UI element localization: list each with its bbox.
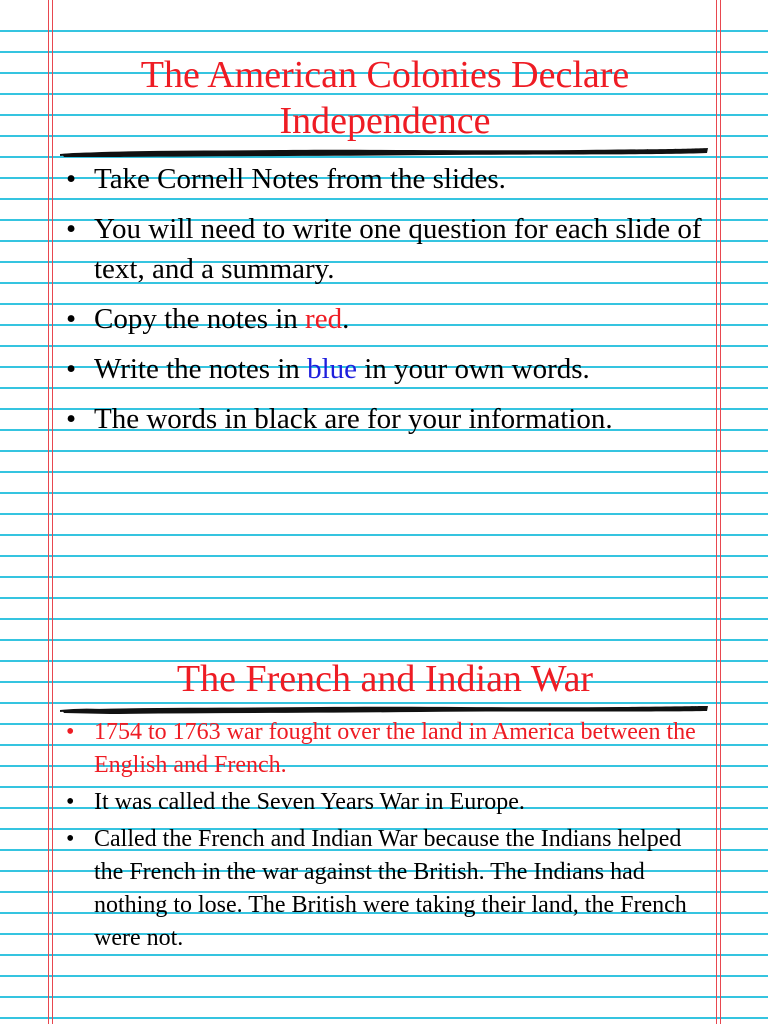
left-margin-line: [48, 0, 49, 1024]
brush-stroke-divider: [60, 145, 710, 159]
slide-french-indian-war: [60, 656, 710, 959]
red-word: red: [305, 302, 343, 335]
list-item: • Write the notes in blue in your own words.: [66, 352, 590, 385]
instructions-list: [60, 159, 710, 439]
list-item: • 1754 to 1763 war fought over the land in America between the English and French.: [66, 719, 696, 779]
slide-independence: [60, 52, 710, 449]
left-margin-line-inner: [52, 0, 53, 1024]
title-line-2: Independence: [279, 100, 491, 143]
list-item: • Copy the notes in red.: [66, 302, 350, 335]
right-margin-line: [716, 0, 717, 1024]
list-item: • It was called the Seven Years War in Europe.: [66, 789, 525, 816]
brush-stroke-divider: [60, 702, 710, 716]
right-margin-line-outer: [720, 0, 721, 1024]
blue-word: blue: [307, 352, 357, 385]
slide-title: The French and Indian War: [176, 658, 594, 700]
title-line-1: The American Colonies Declare: [140, 54, 630, 96]
list-item: • Called the French and Indian War because the Indians helped the French in the war against the British. The Indians had nothing to lose. The British were taking their land, the French were not.: [66, 826, 687, 952]
slide-title: [60, 52, 710, 145]
list-item: • You will need to write one question for each slide of text, and a summary.: [66, 212, 702, 285]
war-facts-list: [60, 716, 710, 955]
list-item: • The words in black are for your information.: [66, 402, 613, 435]
list-item: • Take Cornell Notes from the slides.: [66, 162, 506, 195]
